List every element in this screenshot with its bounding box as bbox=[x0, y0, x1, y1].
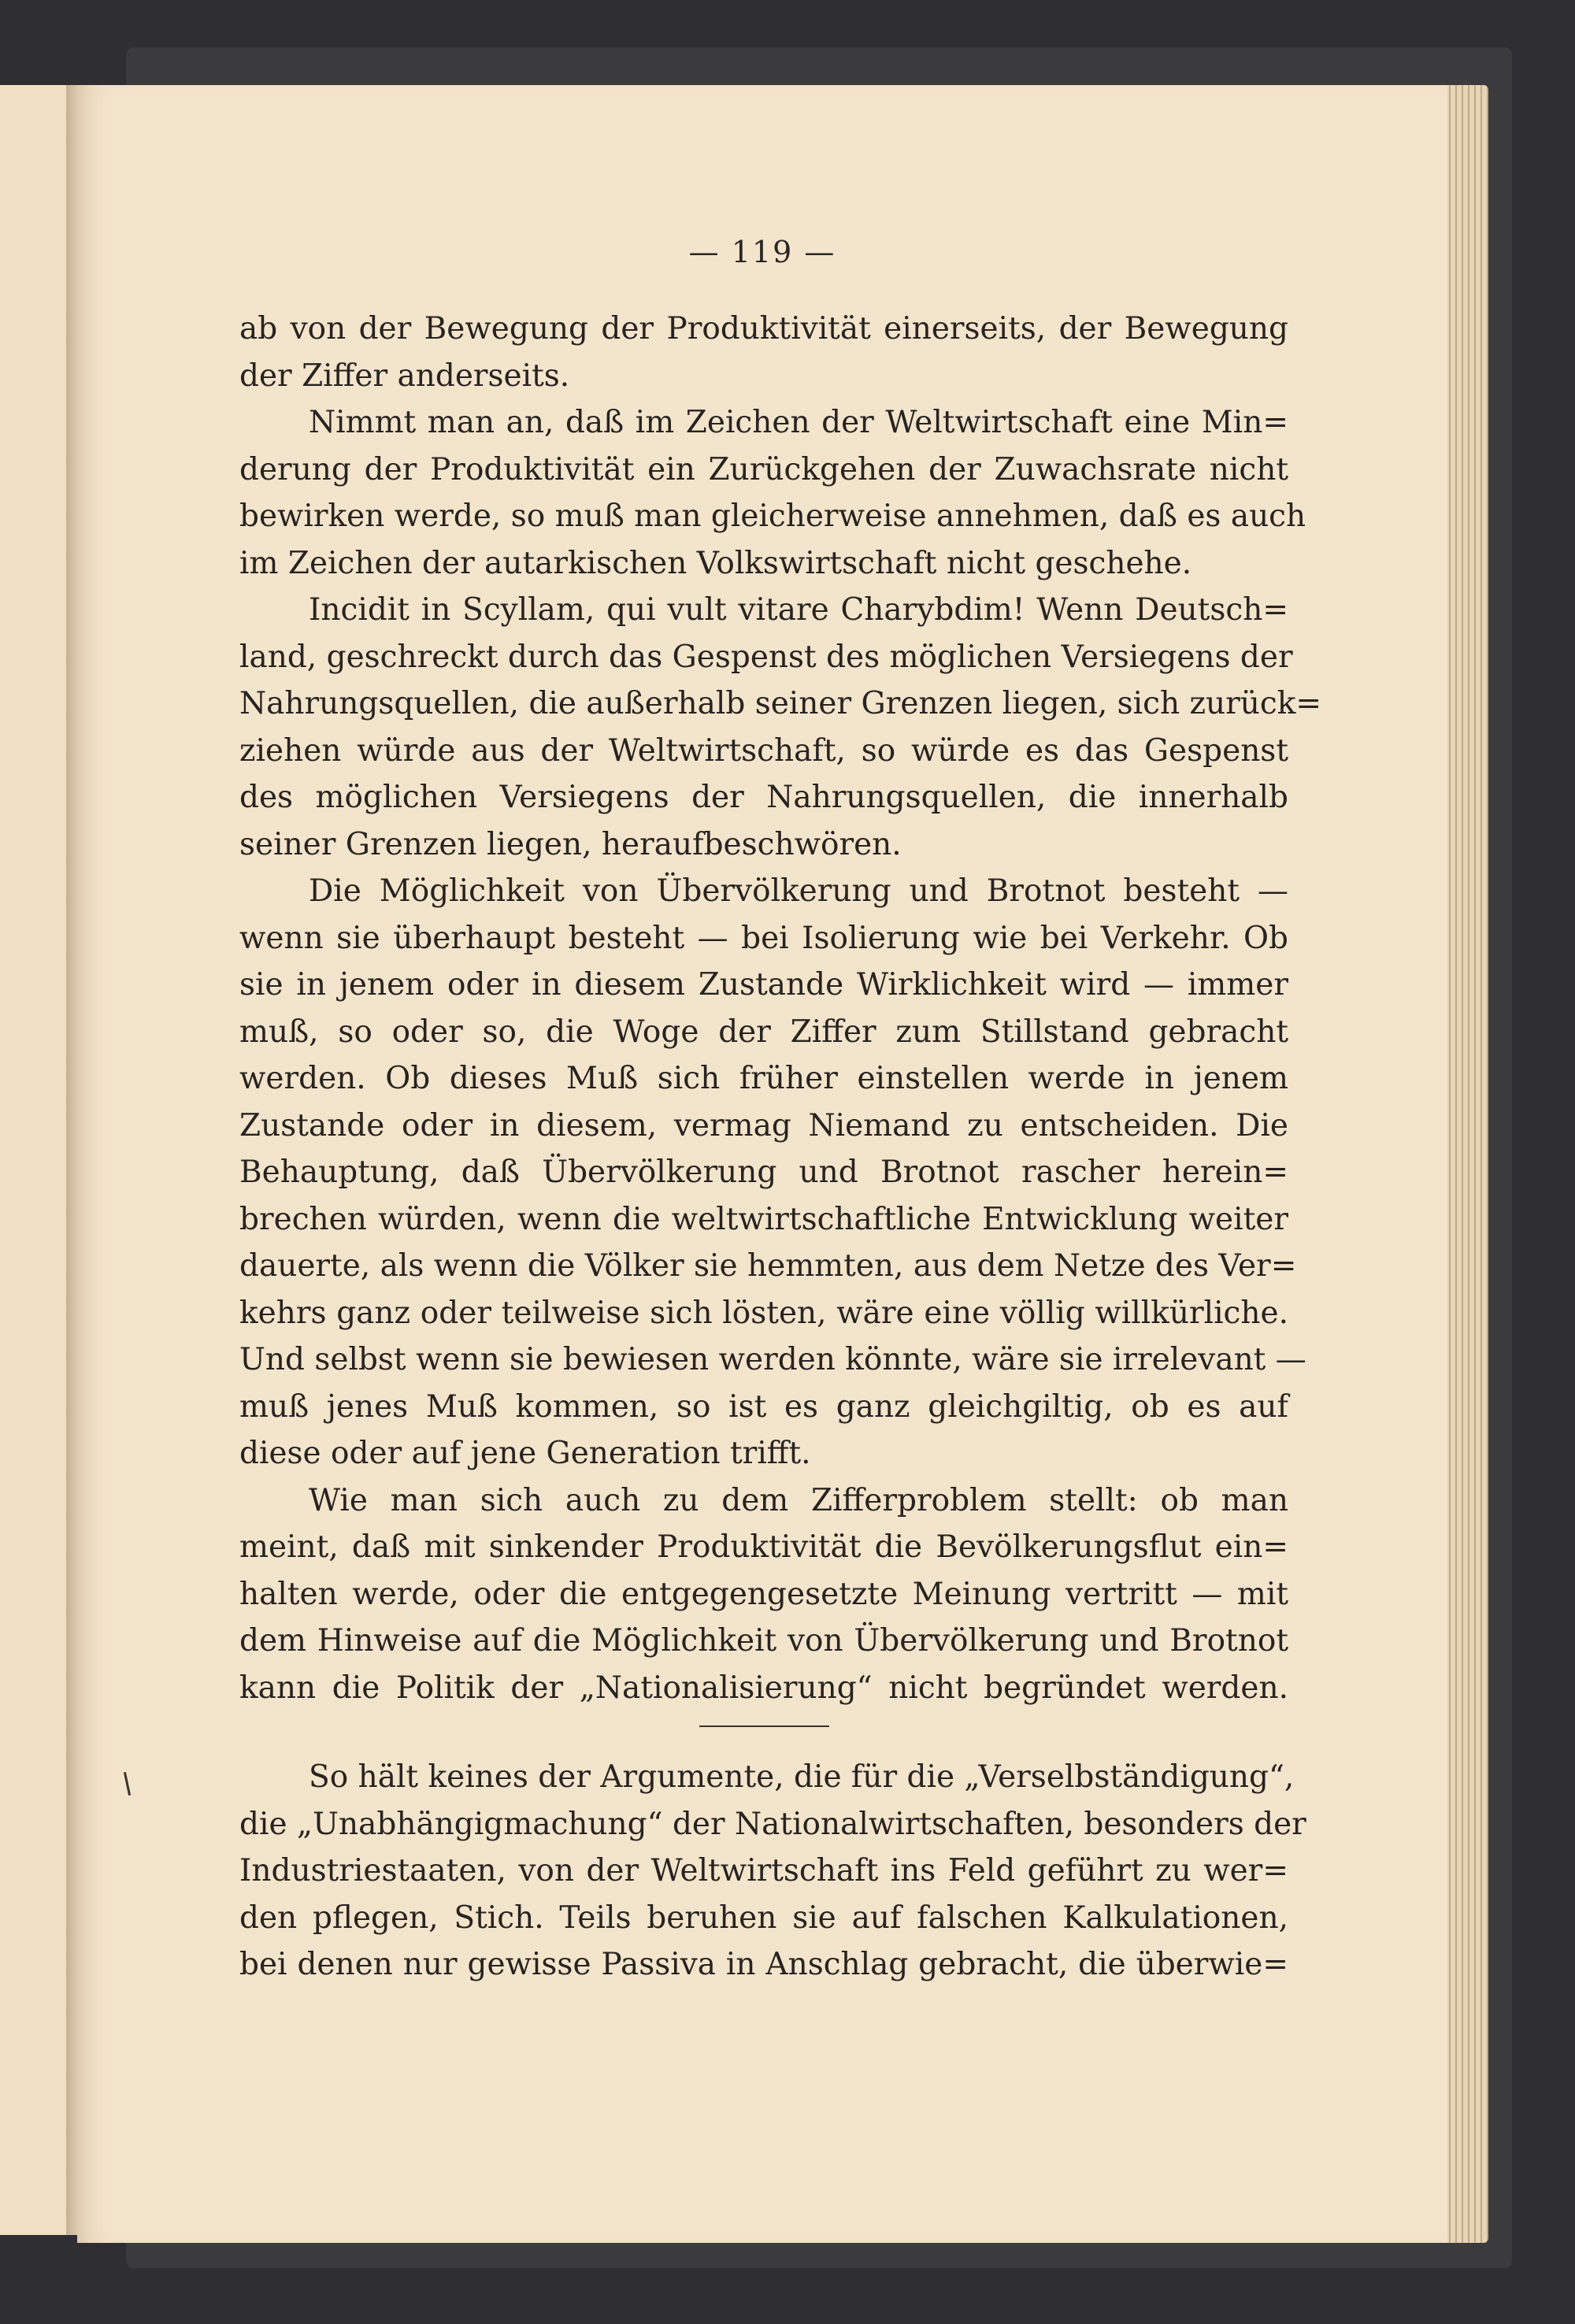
text-line: der Ziffer anderseits. bbox=[239, 358, 570, 394]
text-line: die „Unabhängigmachung“ der Nationalwirtschaften, besonders der bbox=[239, 1806, 1306, 1842]
text-line: seiner Grenzen liegen, heraufbeschwören. bbox=[239, 826, 902, 862]
text-line: sie in jenem oder in diesem Zustande Wirklichkeit wird — immer bbox=[239, 967, 1288, 1003]
section-divider bbox=[699, 1725, 829, 1727]
text-line: Nimmt man an, daß im Zeichen der Weltwirtschaft eine Min= bbox=[309, 405, 1288, 440]
text-line: ziehen würde aus der Weltwirtschaft, so würde es das Gespenst bbox=[239, 732, 1288, 769]
text-line: ab von der Bewegung der Produktivität einerseits, der Bewegung bbox=[239, 311, 1288, 347]
text-line: kann die Politik der „Nationalisierung“ nicht begründet werden. bbox=[239, 1670, 1288, 1706]
text-line: Nahrungsquellen, die außerhalb seiner Grenzen liegen, sich zurück= bbox=[239, 686, 1322, 721]
text-line: bewirken werde, so muß man gleicherweise annehmen, daß es auch bbox=[239, 499, 1306, 534]
text-line: Incidit in Scyllam, qui vult vitare Charybdim! Wenn Deutsch= bbox=[309, 592, 1288, 628]
text-line: muß jenes Muß kommen, so ist es ganz gleichgiltig, ob es auf bbox=[239, 1388, 1288, 1425]
text-line: Behauptung, daß Übervölkerung und Brotnot rascher herein= bbox=[239, 1155, 1288, 1190]
body-text bbox=[239, 306, 1322, 1989]
text-line: im Zeichen der autarkischen Volkswirtschaft nicht geschehe. bbox=[239, 545, 1192, 581]
text-line: Wie man sich auch zu dem Zifferproblem stellt: ob man bbox=[309, 1482, 1288, 1518]
text-line: halten werde, oder die entgegengesetzte Meinung vertritt — mit bbox=[239, 1576, 1288, 1612]
text-line: brechen würden, wenn die weltwirtschaftliche Entwicklung weiter bbox=[239, 1201, 1288, 1237]
text-line: Zustande oder in diesem, vermag Niemand zu entscheiden. Die bbox=[239, 1107, 1288, 1143]
facing-page-edge bbox=[0, 85, 75, 2235]
text-line: land, geschreckt durch das Gespenst des möglichen Versiegens der bbox=[239, 639, 1293, 675]
text-line: werden. Ob dieses Muß sich früher einstellen werde in jenem bbox=[239, 1061, 1288, 1096]
text-line: Die Möglichkeit von Übervölkerung und Brotnot besteht — bbox=[309, 873, 1288, 909]
text-line: Und selbst wenn sie bewiesen werden könnte, wäre sie irrelevant — bbox=[239, 1342, 1306, 1377]
text-line: derung der Produktivität ein Zurückgehen der Zuwachsrate nicht bbox=[239, 451, 1288, 487]
text-line: dauerte, als wenn die Völker sie hemmten, aus dem Netze des Ver= bbox=[239, 1248, 1297, 1284]
text-line: den pflegen, Stich. Teils beruhen sie auf falschen Kalkulationen, bbox=[239, 1900, 1288, 1936]
page-number: — 119 — bbox=[688, 235, 836, 269]
text-line: bei denen nur gewisse Passiva in Anschlag gebracht, die überwie= bbox=[239, 1947, 1288, 1982]
text-line: dem Hinweise auf die Möglichkeit von Übervölkerung und Brotnot bbox=[239, 1623, 1288, 1659]
text-line: muß, so oder so, die Woge der Ziffer zum Stillstand gebracht bbox=[239, 1014, 1288, 1050]
text-line: So hält keines der Argumente, die für die „Verselbständigung“, bbox=[309, 1759, 1295, 1795]
text-line: Industriestaaten, von der Weltwirtschaft ins Feld geführt zu wer= bbox=[239, 1853, 1288, 1888]
text-line: diese oder auf jene Generation trifft. bbox=[239, 1436, 811, 1471]
text-line: kehrs ganz oder teilweise sich lösten, wäre eine völlig willkürliche. bbox=[239, 1295, 1288, 1331]
book-page bbox=[77, 85, 1447, 2243]
text-line: des möglichen Versiegens der Nahrungsquellen, die innerhalb bbox=[239, 780, 1288, 815]
text-line: meint, daß mit sinkender Produktivität die Bevölkerungsflut ein= bbox=[239, 1529, 1288, 1565]
text-line: wenn sie überhaupt besteht — bei Isolierung wie bei Verkehr. Ob bbox=[239, 920, 1288, 956]
